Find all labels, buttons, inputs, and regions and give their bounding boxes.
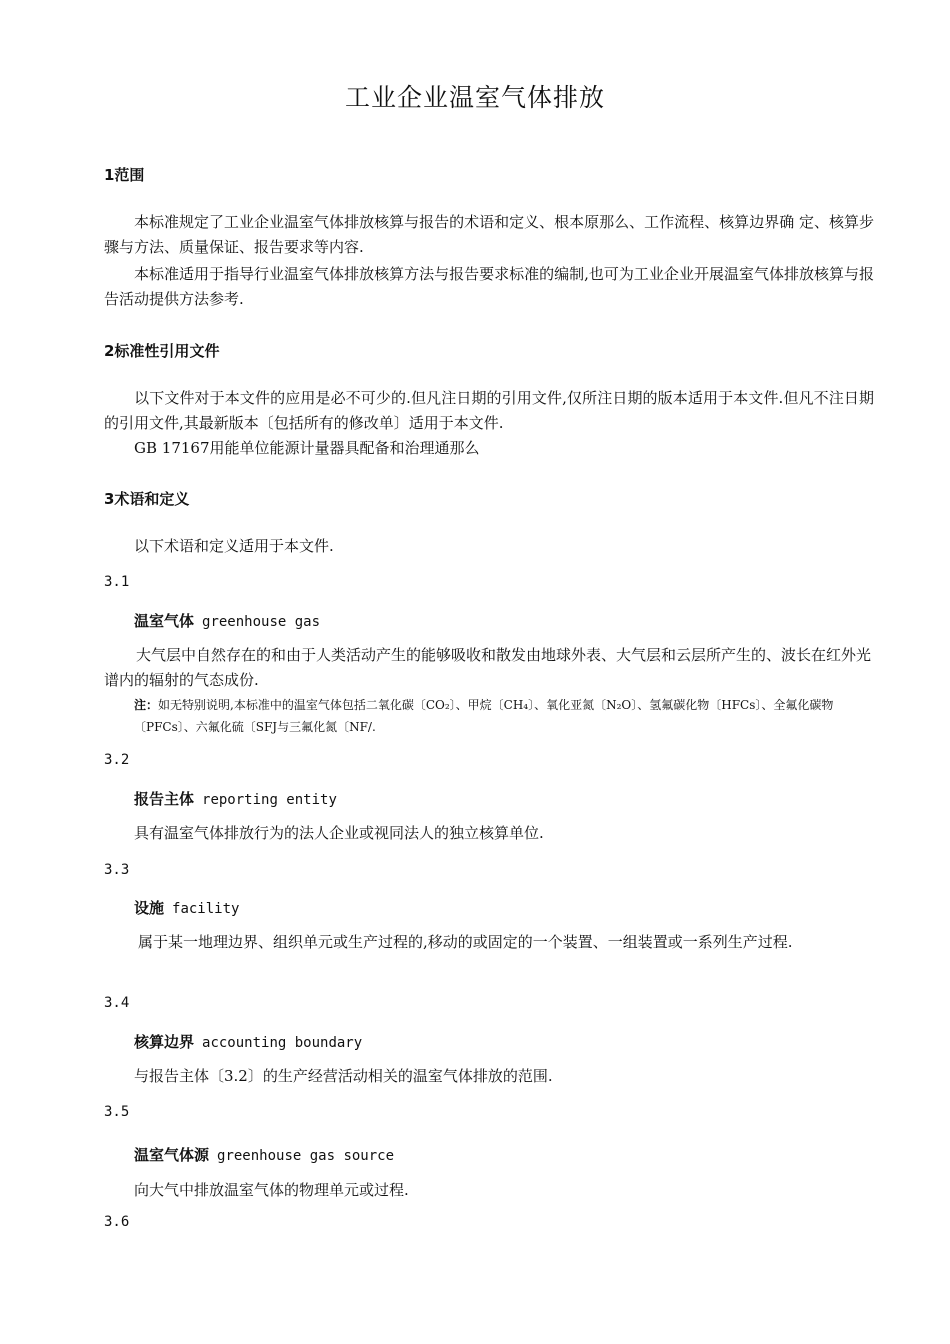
term-number: 3.4: [104, 995, 130, 1011]
term-definition-text: 属于某一地理边界、组织单元或生产过程的,移动的或固定的一个装置、一组装置或一系列生产过程.: [138, 933, 793, 951]
section-3-intro: [104, 534, 874, 559]
term-chinese: 核算边界: [134, 1033, 195, 1051]
section-2-reference-text: GB 17167用能单位能源计量器具配备和治理通那么: [134, 439, 480, 457]
term-english: reporting entity: [202, 792, 337, 808]
section-2-heading: 2标准性引用文件: [104, 342, 220, 360]
term-chinese: 温室气体: [134, 612, 195, 630]
term-definition: [104, 1064, 874, 1089]
section-2-reference: [104, 436, 874, 461]
term-number: 3.3: [104, 862, 130, 878]
term-number: 3.6: [104, 1214, 130, 1230]
term-definition-text: 具有温室气体排放行为的法人企业或视同法人的独立核算单位.: [134, 824, 544, 842]
term-definition-text: 大气层中自然存在的和由于人类活动产生的能够吸收和散发由地球外表、大气层和云层所产生的、波长在红外光谱内的辐射的气态成份.: [104, 646, 872, 689]
term-definition: [104, 1178, 874, 1203]
term-number: 3.2: [104, 752, 130, 768]
term-english: greenhouse gas source: [217, 1148, 395, 1164]
term-heading: [134, 897, 239, 918]
term-english: facility: [172, 901, 240, 917]
term-english: accounting boundary: [202, 1035, 363, 1051]
term-note: [134, 694, 874, 738]
term-chinese: 温室气体源: [134, 1146, 210, 1164]
term-english: greenhouse gas: [202, 614, 321, 630]
term-definition-text: 与报告主体〔3.2〕的生产经营活动相关的温室气体排放的范围.: [134, 1067, 553, 1085]
term-chinese: 报告主体: [134, 790, 195, 808]
section-1-paragraph-2: [104, 262, 874, 312]
term-note-text: 如无特别说明,本标准中的温室气体包括二氧化碳〔CO₂〕、甲烷〔CH₄〕、氧化亚氮〔N₂O〕、氢氟碳化物〔HFCs〕、全氟化碳物〔PFCs〕、六氟化硫〔SFJ与三氟化氮〔NF/.: [134, 698, 834, 734]
document-title: 工业企业温室气体排放: [344, 83, 605, 112]
section-3-heading: 3术语和定义: [104, 490, 190, 508]
term-definition: [104, 643, 874, 693]
term-heading: [134, 1144, 394, 1165]
term-heading: [134, 1031, 362, 1052]
term-number: 3.1: [104, 574, 130, 590]
term-definition: [104, 821, 874, 846]
section-1-paragraph-1: [104, 210, 874, 260]
term-definition-text: 向大气中排放温室气体的物理单元或过程.: [134, 1181, 409, 1199]
term-definition: [104, 930, 874, 955]
term-heading: [134, 610, 320, 631]
section-1-paragraph-1-text: 本标准规定了工业企业温室气体排放核算与报告的术语和定义、根本原那么、工作流程、核算边界确 定、核算步骤与方法、质量保证、报告要求等内容.: [104, 213, 874, 256]
term-number: 3.5: [104, 1104, 130, 1120]
section-2-paragraph-1: [104, 386, 874, 436]
section-1-heading: 1范围: [104, 166, 145, 184]
term-heading: [134, 788, 337, 809]
term-chinese: 设施: [134, 899, 165, 917]
section-2-paragraph-1-text: 以下文件对于本文件的应用是必不可少的.但凡注日期的引用文件,仅所注日期的版本适用于本文件.但凡不注日期的引用文件,其最新版本〔包括所有的修改单〕适用于本文件.: [104, 389, 874, 432]
section-3-intro-text: 以下术语和定义适用于本文件.: [134, 537, 334, 555]
section-1-paragraph-2-text: 本标准适用于指导行业温室气体排放核算方法与报告要求标准的编制,也可为工业企业开展温室气体排放核算与报告活动提供方法参考.: [104, 265, 874, 308]
term-note-lead: 注：: [134, 698, 159, 712]
